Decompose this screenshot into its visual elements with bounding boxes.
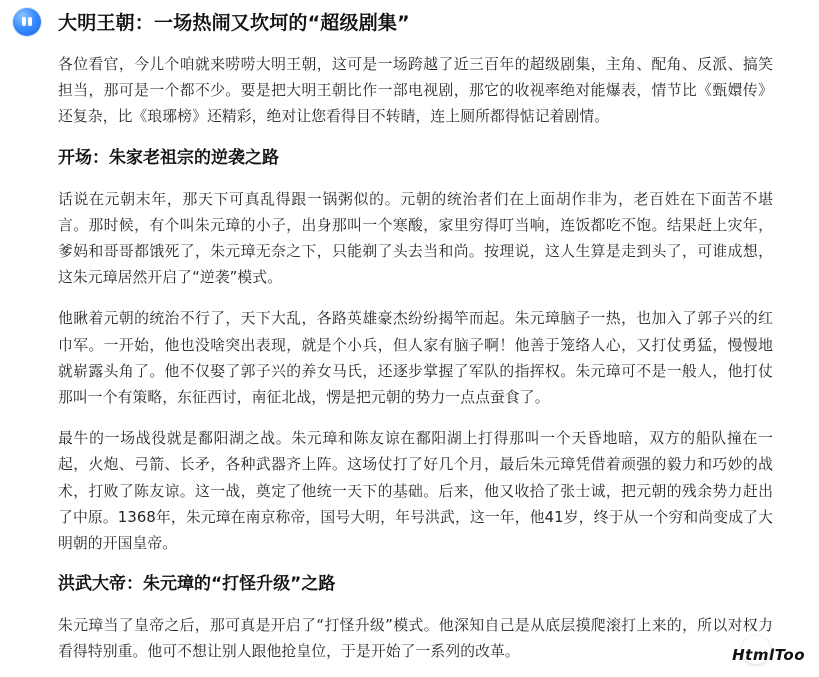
watermark-logo: HtmlToo <box>732 646 805 664</box>
section-paragraph: 最牛的一场战役就是鄱阳湖之战。朱元璋和陈友谅在鄱阳湖上打得那叫一个天昏地暗，双方的船队撞在一起，火炮、弓箭、长矛，各种武器齐上阵。这场仗打了好几个月，最后朱元璋凭借着顽强的毅力和巧妙的战术，打败了陈友谅。这一战，奠定了他统一天下的基础。后来，他又收拾了张士诚，把元朝的残余势力赶出了中原。1368年，朱元璋在南京称帝，国号大明，年号洪武，这一年，他41岁，终于从一个穷和尚变成了大明朝的开国皇帝。 <box>58 430 773 553</box>
avatar-left-eye <box>22 17 26 26</box>
section-heading-opening: 开场：朱家老祖宗的逆袭之路 <box>58 147 279 168</box>
section-heading-hongwu: 洪武大帝：朱元璋的“打怪升级”之路 <box>58 574 336 595</box>
response-content <box>58 8 773 666</box>
section-paragraph: 他瞅着元朝的统治不行了，天下大乱，各路英雄豪杰纷纷揭竿而起。朱元璋脑子一热，也加入了郭子兴的红巾军。一开始，他也没啥突出表现，就是个小兵，但人家有脑子啊！他善于笼络人心，又打仗勇猛，慢慢地就崭露头角了。他不仅娶了郭子兴的养女马氏，还逐步掌握了军队的指挥权。朱元璋可不是一般人，他打仗那叫一个有策略，东征西讨，南征北战，愣是把元朝的势力一点点蚕食了。 <box>58 310 773 407</box>
assistant-avatar-icon <box>13 8 41 36</box>
intro-paragraph: 各位看官，今儿个咱就来唠唠大明王朝，这可是一场跨越了近三百年的超级剧集，主角、配角、反派、搞笑担当，那可是一个都不少。要是把大明王朝比作一部电视剧，那它的收视率绝对能爆表，情节比《甄嬛传》还复杂，比《琅琊榜》还精彩，绝对让您看得目不转睛，连上厕所都得惦记着剧情。 <box>58 56 773 126</box>
avatar-right-eye <box>28 17 32 26</box>
section-paragraph: 话说在元朝末年，那天下可真乱得跟一锅粥似的。元朝的统治者们在上面胡作非为，老百姓在下面苦不堪言。那时候，有个叫朱元璋的小子，出身那叫一个寒酸，家里穷得叮当响，连饭都吃不饱。结果赶上灾年，爹妈和哥哥都饿死了，朱元璋无奈之下，只能剃了头去当和尚。按理说，这人生算是走到头了，可谁成想，这朱元璋居然开启了“逆袭”模式。 <box>58 190 773 287</box>
section-paragraph: 朱元璋当了皇帝之后，那可真是开启了“打怪升级”模式。他深知自己是从底层摸爬滚打上来的，所以对权力看得特别重。他可不想让别人跟他抢皇位，于是开始了一系列的改革。 <box>58 617 773 661</box>
article-title: 大明王朝：一场热闹又坎坷的“超级剧集” <box>58 12 410 34</box>
